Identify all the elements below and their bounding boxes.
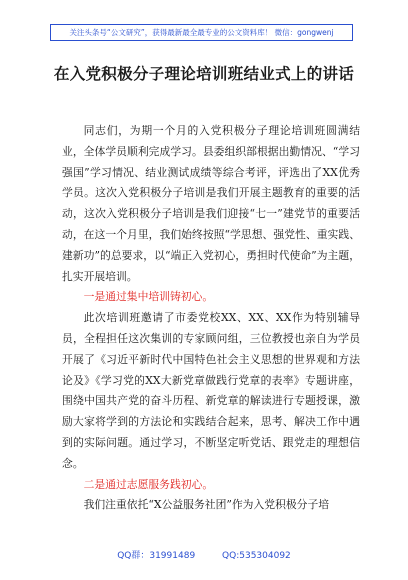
- promo-banner: 关注头条号“公文研究”，获得最新最全最专业的公文资料库！ 微信：gongwenj: [50, 24, 353, 41]
- footer-qq-group: QQ群：31991489: [117, 551, 196, 561]
- footer-qq: QQ:535304092: [222, 551, 291, 561]
- page-footer: [0, 548, 408, 561]
- section-heading-2: 二是通过志愿服务践初心。: [83, 477, 214, 491]
- paragraph-training: 此次培训班邀请了市委党校XX、XX、XX作为特别辅导员，全程担任这次集训的专家顾问组，三位教授也亲自为学员开展了《习近平新时代中国特色社会主义思想的世界观和方法论及》《学习党的XX大新党章做践行党章的表率》专题讲座，围绕中国共产党的奋斗历程、新党章的解读进行专题授课，激励大家将学到的方法论和实践结合起来，思考、解决工作中遇到的实际问题。通过学习，不断坚定听党话、跟党走的理想信念。: [62, 311, 360, 470]
- paragraph-intro: 同志们，为期一个月的入党积极分子理论培训班圆满结业，全体学员顺利完成学习。县委组织部根据出勤情况、“学习强国”学习情况、结业测试成绩等综合考评，评选出了XX优秀学员。这次入党积极分子培训是我们开展主题教育的重要的活动，这次入党积极分子培训是我们迎接“七一”建党节的重要活动，在这一个月里，我们始终按照“学思想、强党性、重实践、建新功”的总要求，以“端正入党初心，勇担时代使命”为主题，扎实开展培训。: [62, 124, 360, 283]
- paragraph-volunteer: 我们注重依托“X公益服务社团”作为入党积极分子培: [83, 498, 330, 512]
- document-body: [62, 121, 360, 516]
- section-heading-1: 一是通过集中培训铸初心。: [83, 290, 214, 304]
- page-title: 在入党积极分子理论培训班结业式上的讲话: [53, 65, 355, 83]
